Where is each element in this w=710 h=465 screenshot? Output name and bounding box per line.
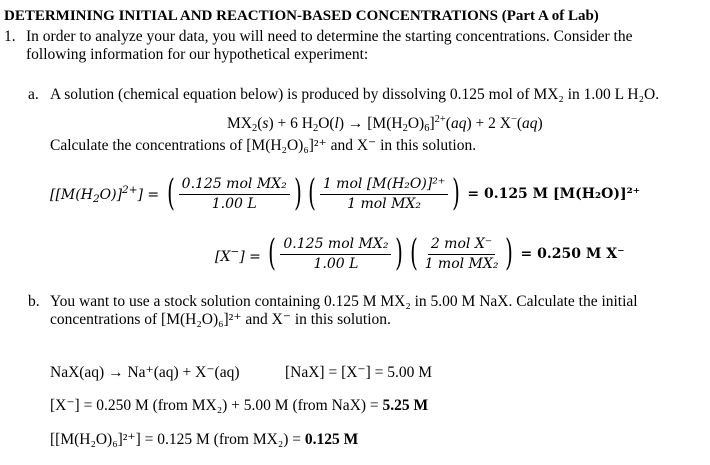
dissociation-equation: NaX(aq) → Na⁺(aq) + X⁻(aq) <box>50 364 240 381</box>
eq1-fraction-1 <box>179 176 290 213</box>
eq1-lhs: $[[M(H_2O)]^{2+}]$ = <box>50 183 164 205</box>
eq2-num1: 0.125 mol MX₂ <box>280 236 391 255</box>
eq2-fraction-1 <box>280 236 391 273</box>
eq2-lhs: [X−] = <box>215 245 266 265</box>
nax-concentration: [NaX] = [X⁻] = 5.00 M <box>285 364 433 381</box>
question-number: 1. <box>4 28 16 45</box>
m-total-result: 0.125 M <box>304 431 359 448</box>
equation-m-concentration: $[[M(H_2O)]^{2+}]$ = ( $\frac{\text{0.125 mol MX₂}}{1.00 L}$ ) ( $\frac{\text{1 mol [M(H₂O)]²⁺}}{\text{1 mol MX₂}}$ ) = 0.125 M [M(H₂O)]²⁺ <box>50 173 641 214</box>
part-a-text: A solution (chemical equation below) is produced by dissolving 0.125 mol of MX₂ in 1.00 L H₂O. <box>50 86 660 103</box>
page-title: DETERMINING INITIAL AND REACTION-BASED CONCENTRATIONS (Part A of Lab) <box>4 8 599 24</box>
x-total-line <box>50 397 428 415</box>
part-b-text-line2: concentrations of [M(H₂O)₆]²⁺ and X⁻ in this solution. <box>50 311 391 328</box>
eq2-den2: 1 mol MX₂ <box>424 255 499 272</box>
eq1-result: = 0.125 M [M(H₂O)]²⁺ <box>467 186 641 202</box>
question-text-line2: following information for our hypothetical experiment: <box>26 46 369 63</box>
m-total-text: [[M(H₂O)₆]²⁺] = 0.125 M (from MX₂) = <box>50 431 305 448</box>
m-total-line <box>50 431 358 449</box>
part-a-letter: a. <box>28 86 39 103</box>
eq2-den1: 1.00 L <box>313 255 359 272</box>
eq1-fraction-2 <box>320 176 448 213</box>
question-text-line1: In order to analyze your data, you will need to determine the starting concentrations. Consider the <box>26 28 633 45</box>
eq1-num2: 1 mol [M(H₂O)]²⁺ <box>320 176 448 195</box>
part-a-calc-text: Calculate the concentrations of [M(H₂O)₆]²⁺ and X⁻ in this solution. <box>50 137 477 154</box>
x-total-text: [X⁻] = 0.250 M (from MX₂) + 5.00 M (from NaX) = <box>50 397 383 414</box>
equation-x-concentration: [X−] = ( $\frac{\text{0.125 mol MX₂}}{1.00 L}$ ) ( $\frac{\text{2 mol X⁻}}{\text{1 mol MX₂}}$ ) = 0.250 M X⁻ <box>215 233 625 274</box>
eq1-num1: 0.125 mol MX₂ <box>179 176 290 195</box>
chemical-equation: $MX_2(s) + 6$ $H_2O(l) \to [M(H_2O)_6]^{2+}(aq) + 2$ X−(aq) <box>227 114 543 134</box>
eq2-fraction-2 <box>422 236 502 273</box>
eq2-result: = 0.250 M X⁻ <box>520 246 625 262</box>
eq1-den1: 1.00 L <box>211 195 257 212</box>
part-b-letter: b. <box>28 293 40 310</box>
eq2-num2: 2 mol X⁻ <box>428 236 495 255</box>
part-b-text-line1: You want to use a stock solution containing 0.125 M MX₂ in 5.00 M NaX. Calculate the initial <box>50 293 638 310</box>
x-total-result: 5.25 M <box>382 397 429 414</box>
eq1-den2: 1 mol MX₂ <box>347 195 422 212</box>
